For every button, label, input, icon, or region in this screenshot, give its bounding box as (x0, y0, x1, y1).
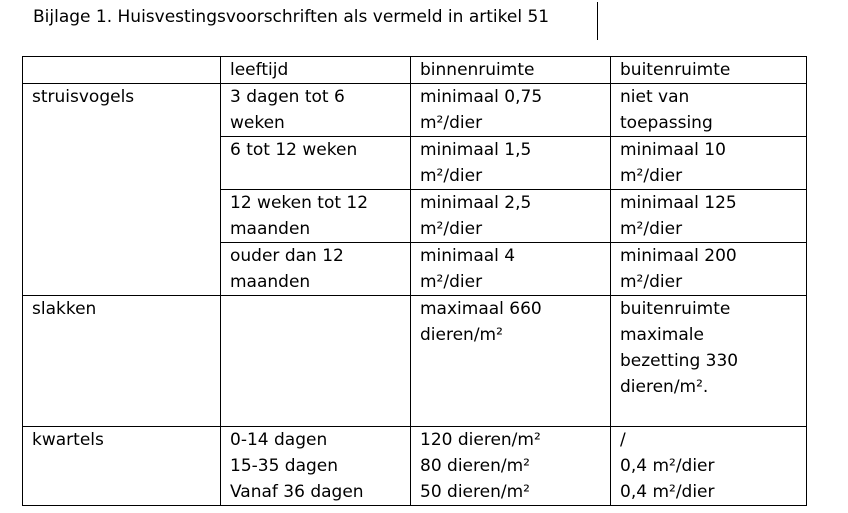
inside-cell: minimaal 0,75 m²/dier (411, 84, 611, 137)
age-cell: 12 weken tot 12 maanden (221, 190, 411, 243)
table-row (23, 84, 807, 137)
table-row (23, 296, 807, 427)
inside-cell: maximaal 660 dieren/m² (411, 296, 611, 427)
housing-requirements-table (22, 56, 807, 506)
outside-cell: minimaal 200 m²/dier (611, 243, 807, 296)
animal-cell-struisvogels: struisvogels (23, 84, 221, 296)
document-title: Bijlage 1. Huisvestingsvoorschriften als vermeld in artikel 51 (33, 7, 550, 27)
age-cell: ouder dan 12 maanden (221, 243, 411, 296)
age-cell: 3 dagen tot 6 weken (221, 84, 411, 137)
inside-cell: minimaal 2,5 m²/dier (411, 190, 611, 243)
outside-cell: / 0,4 m²/dier 0,4 m²/dier (611, 427, 807, 506)
outside-cell: niet van toepassing (611, 84, 807, 137)
outside-cell: buitenruimte maximale bezetting 330 dieren/m². (611, 296, 807, 427)
inside-cell: minimaal 4 m²/dier (411, 243, 611, 296)
outside-cell: minimaal 125 m²/dier (611, 190, 807, 243)
animal-cell-kwartels: kwartels (23, 427, 221, 506)
inside-cell: minimaal 1,5 m²/dier (411, 137, 611, 190)
header-cell-outside: buitenruimte (611, 57, 807, 84)
age-cell: 0-14 dagen 15-35 dagen Vanaf 36 dagen (221, 427, 411, 506)
age-cell (221, 296, 411, 427)
outside-cell: minimaal 10 m²/dier (611, 137, 807, 190)
header-cell-age: leeftijd (221, 57, 411, 84)
header-cell-animal (23, 57, 221, 84)
table-row (23, 427, 807, 506)
table-header-row (23, 57, 807, 84)
header-cell-inside: binnenruimte (411, 57, 611, 84)
animal-cell-slakken: slakken (23, 296, 221, 427)
inside-cell: 120 dieren/m² 80 dieren/m² 50 dieren/m² (411, 427, 611, 506)
text-cursor (597, 2, 598, 40)
age-cell: 6 tot 12 weken (221, 137, 411, 190)
